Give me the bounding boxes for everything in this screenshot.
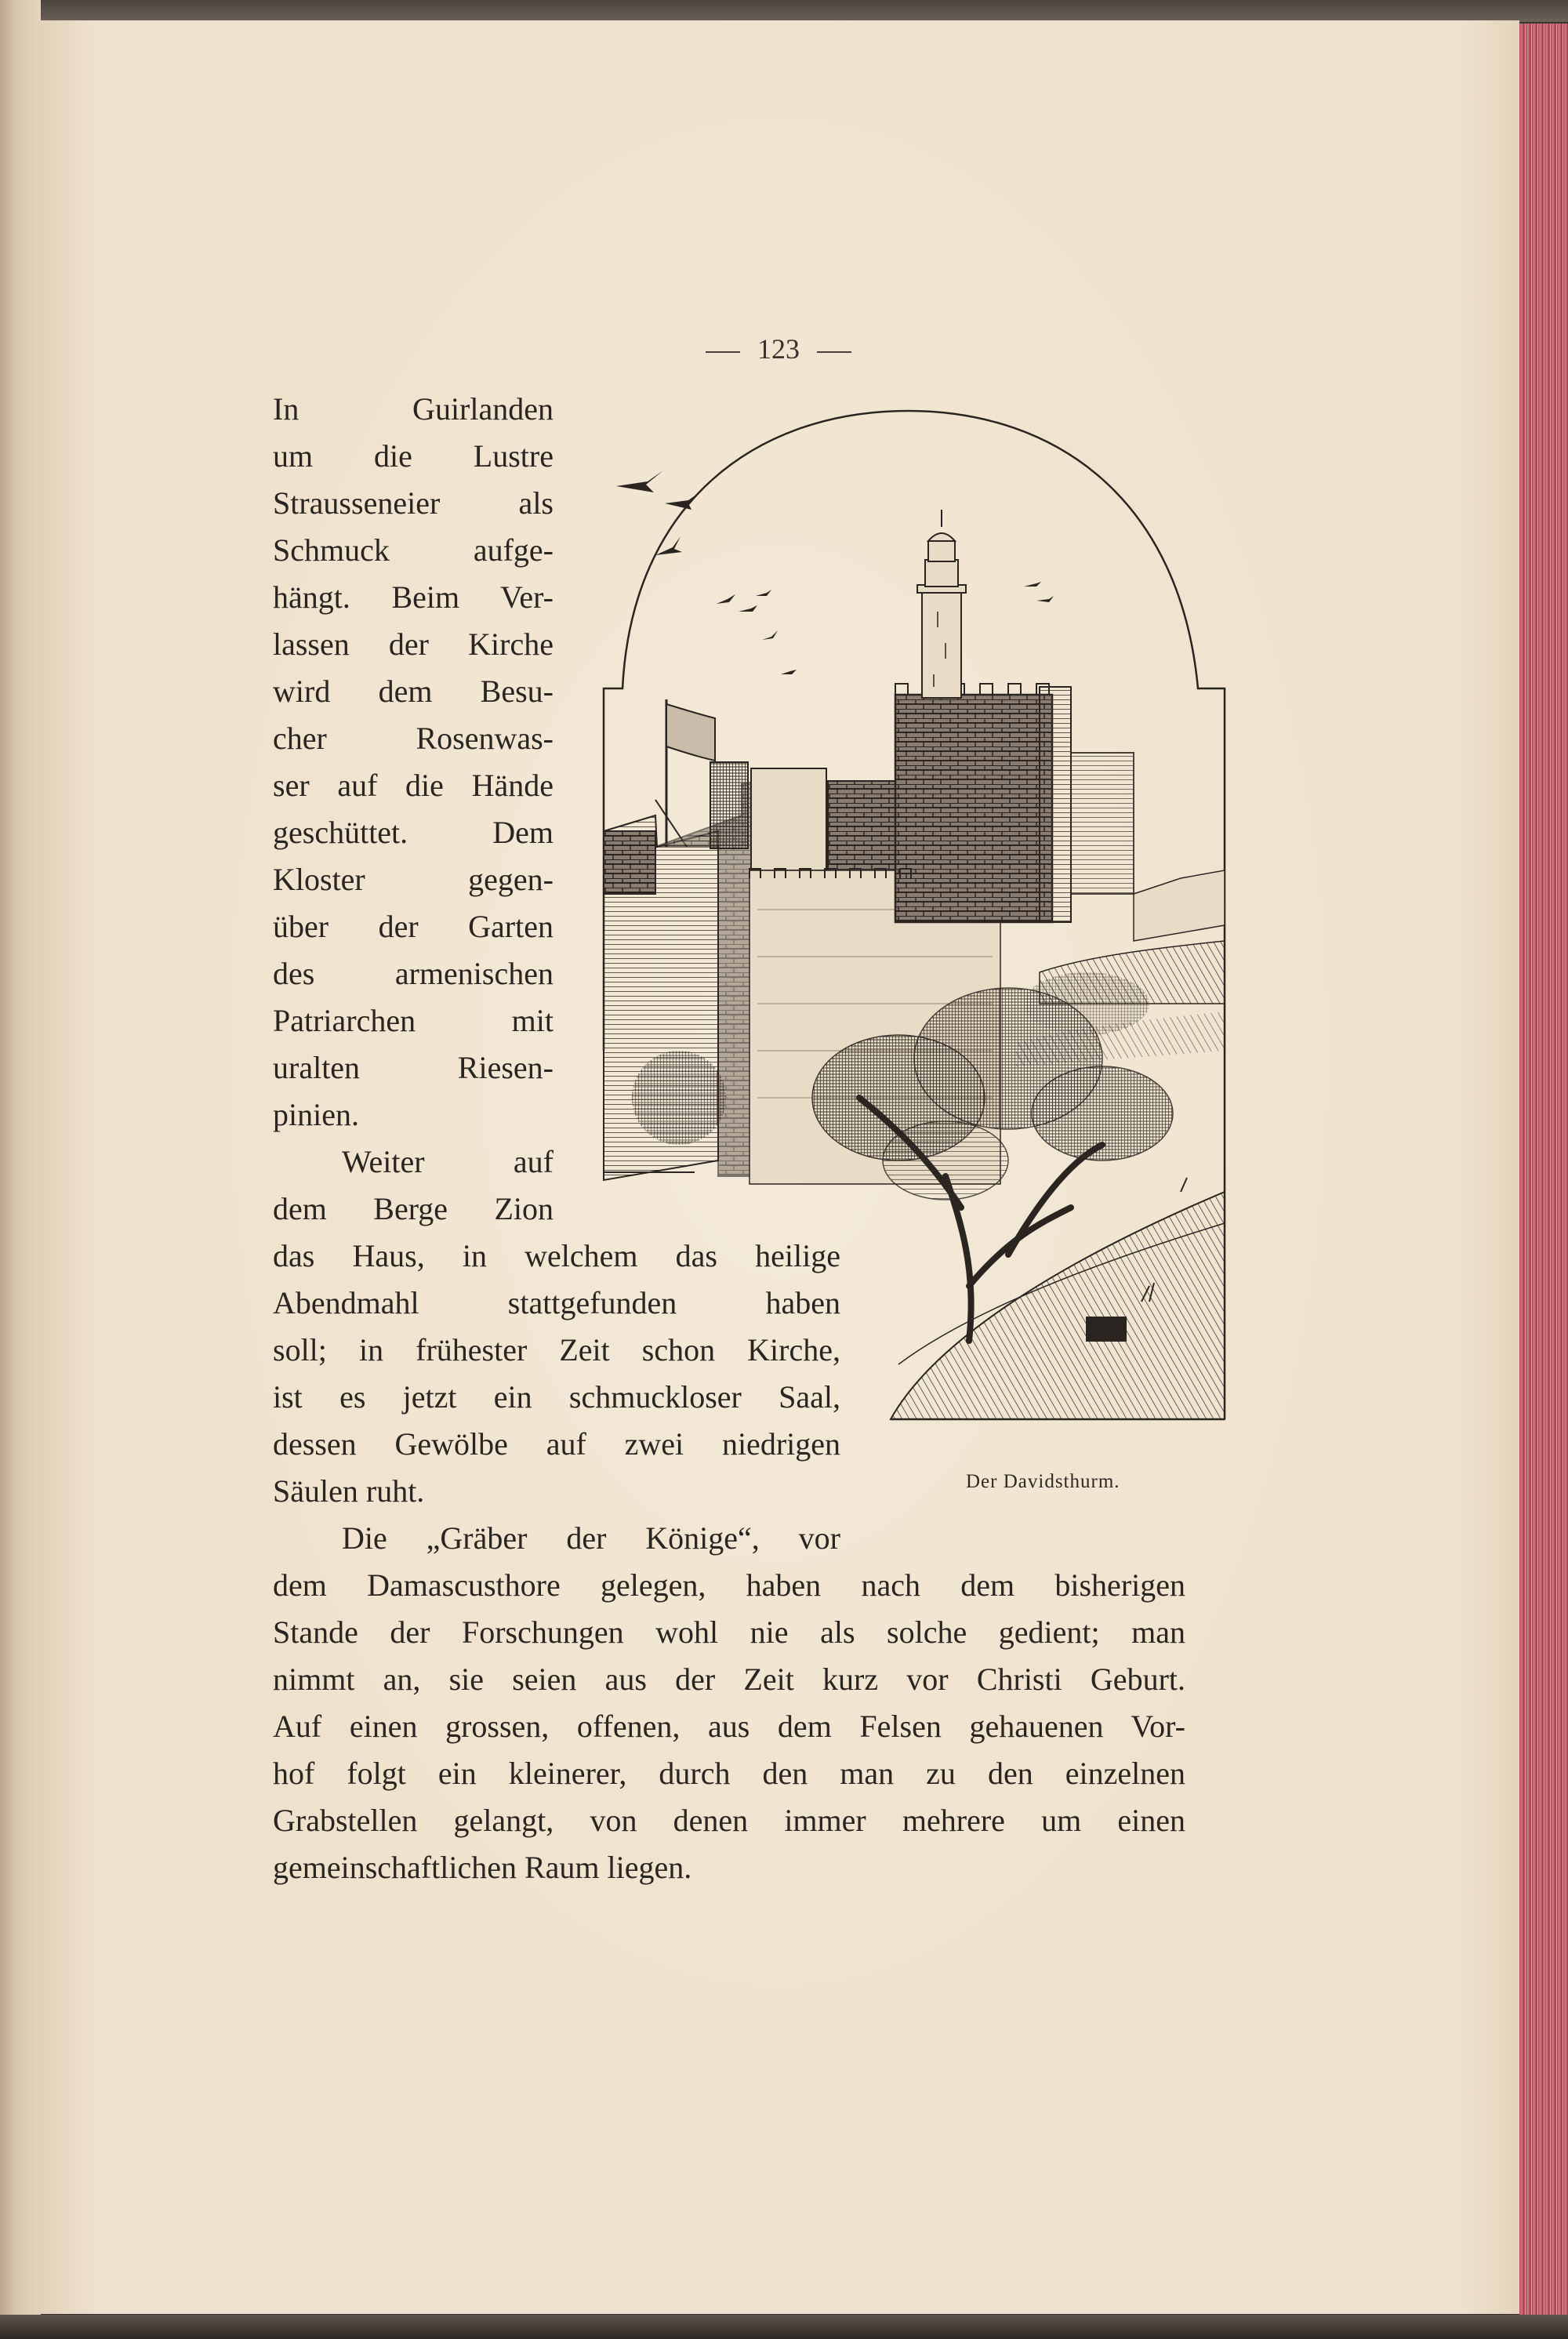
text-line: lassen der Kirche <box>273 627 554 662</box>
illustration-caption: Der Davidsthurm. <box>966 1471 1120 1492</box>
text-line: nimmt an, sie seien aus der Zeit kurz vor Christi Geburt. <box>273 1662 1185 1697</box>
page-left-edge <box>0 0 41 2339</box>
text-line: wird dem Besu- <box>273 674 554 709</box>
scan-bottom-border <box>0 2315 1568 2339</box>
foreground-hill <box>891 1192 1225 1419</box>
text-line: Grabstellen gelangt, von denen immer mehrere um einen <box>273 1803 1185 1838</box>
text-line: das Haus, in welchem das heilige <box>273 1238 840 1273</box>
scan-top-border <box>0 0 1568 22</box>
text-line: cher Rosenwas- <box>273 721 554 756</box>
text-line: uralten Riesen- <box>273 1050 554 1085</box>
text-line: dem Damascusthore gelegen, haben nach dem bisherigen <box>273 1567 1185 1603</box>
text-line: Säulen ruht. <box>273 1473 425 1509</box>
davidsthurm-illustration <box>601 408 1228 1427</box>
book-page-edges <box>1519 24 1568 2317</box>
text-line: geschüttet. Dem <box>273 815 554 850</box>
text-line: um die Lustre <box>273 438 554 474</box>
text-line: Auf einen grossen, offenen, aus dem Felsen gehauenen Vor- <box>273 1709 1185 1744</box>
text-line: über der Garten <box>273 909 554 944</box>
text-line: Die „Gräber der Könige“, vor <box>342 1520 840 1556</box>
left-column-text <box>273 386 554 1233</box>
text-line: ser auf die Hände <box>273 768 554 803</box>
text-line: Stande der Forschungen wohl nie als solche gedient; man <box>273 1614 1185 1650</box>
text-line: Weiter auf <box>342 1144 554 1179</box>
text-line: Abendmahl stattgefunden haben <box>273 1285 840 1320</box>
text-line: dessen Gewölbe auf zwei niedrigen <box>273 1426 840 1462</box>
full-width-text <box>273 1562 1185 1891</box>
birds <box>616 470 1054 674</box>
text-line: hängt. Beim Ver- <box>273 579 554 615</box>
book-page <box>38 20 1519 2314</box>
text-line: Patriarchen mit <box>273 1003 554 1038</box>
page-number-value: 123 <box>757 333 800 365</box>
text-line: soll; in frühester Zeit schon Kirche, <box>273 1332 840 1367</box>
text-line: Kloster gegen- <box>273 862 554 897</box>
text-line: Schmuck aufge- <box>273 532 554 568</box>
page-number <box>38 332 1519 365</box>
text-line: hof folgt ein kleinerer, durch den man zu den einzelnen <box>273 1756 1185 1791</box>
text-line: dem Berge Zion <box>273 1191 554 1226</box>
text-line: gemeinschaftlichen Raum liegen. <box>273 1850 692 1885</box>
page-number-dash-right <box>817 351 851 353</box>
text-line: Strausseneier als <box>273 485 554 521</box>
text-line: des armenischen <box>273 956 554 991</box>
text-line: In Guirlanden <box>273 391 554 427</box>
page-number-dash-left <box>706 351 740 353</box>
text-line: ist es jetzt ein schmuckloser Saal, <box>273 1379 840 1415</box>
text-line: pinien. <box>273 1097 359 1132</box>
